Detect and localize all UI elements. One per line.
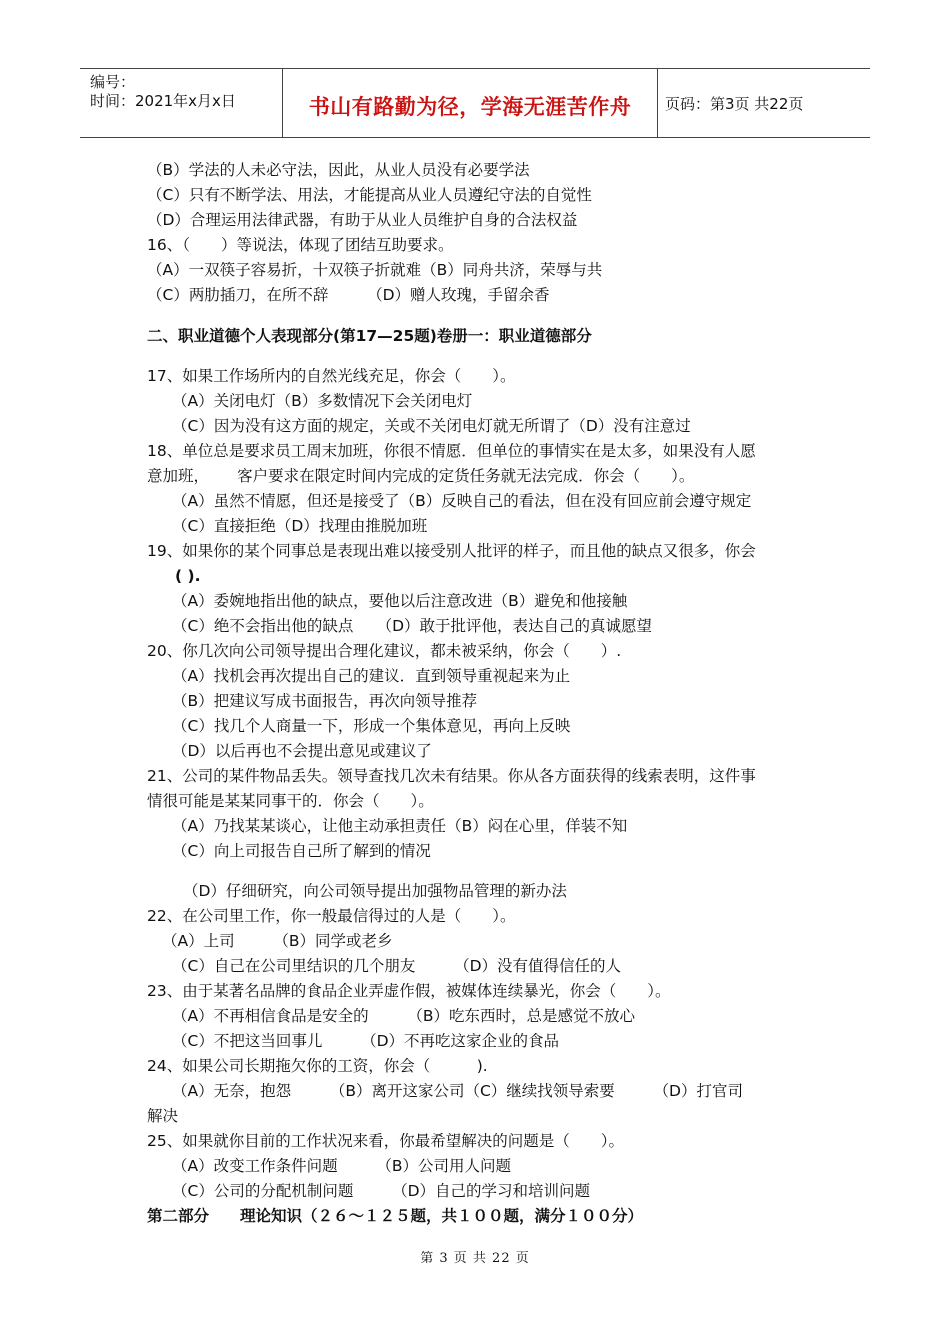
question-24: 24、如果公司长期拖欠你的工资，你会（ ). [147, 1057, 488, 1075]
option-line: （C）两肋插刀，在所不辞 （D）赠人玫瑰，手留余香 [147, 286, 550, 304]
header-page-info: 页码：第3页 共22页 [665, 95, 804, 113]
option-line: （A）上司 （B）同学或老乡 [162, 932, 393, 950]
page-header [80, 68, 870, 138]
part-two-heading: 第二部分 理论知识（２６～１２５题，共１００题，满分１００分） [147, 1207, 644, 1225]
option-line-continued: 解决 [147, 1107, 179, 1125]
option-line: （A）无奈，抱怨 （B）离开这家公司（C）继续找领导索要 （D）打官司 [172, 1082, 743, 1100]
option-line: （B）学法的人未必守法，因此，从业人员没有必要学法 [147, 161, 530, 179]
question-18: 18、单位总是要求员工周末加班，你很不情愿．但单位的事情实在是太多，如果没有人愿 [147, 442, 756, 460]
document-date-label: 时间：2021年x月x日 [90, 92, 236, 110]
header-motto: 书山有路勤为径，学海无涯苦作舟 [308, 95, 632, 119]
option-line: （A）改变工作条件问题 （B）公司用人问题 [172, 1157, 511, 1175]
option-line: （C）绝不会指出他的缺点 （D）敢于批评他，表达自己的真诚愿望 [172, 617, 653, 635]
option-line: （D）仔细研究，向公司领导提出加强物品管理的新办法 [183, 882, 567, 900]
option-line: （C）直接拒绝（D）找理由推脱加班 [172, 517, 428, 535]
question-19-continued: ( ). [175, 567, 201, 585]
question-23: 23、由于某著名品牌的食品企业弄虚作假，被媒体连续暴光，你会（ ）。 [147, 982, 671, 1000]
question-21: 21、公司的某件物品丢失。领导查找几次未有结果。你从各方面获得的线索表明，这件事 [147, 767, 756, 785]
question-17: 17、如果工作场所内的自然光线充足，你会（ ）。 [147, 367, 516, 385]
question-16: 16、（ ）等说法，体现了团结互助要求。 [147, 236, 454, 254]
option-line: （C）因为没有这方面的规定，关或不关闭电灯就无所谓了（D）没有注意过 [172, 417, 691, 435]
section-heading: 二、职业道德个人表现部分(第17—25题)卷册一：职业道德部分 [147, 327, 592, 345]
option-line: （A）委婉地指出他的缺点，要他以后注意改进（B）避免和他接触 [172, 592, 628, 610]
header-page-cell [657, 69, 870, 137]
document-number-label: 编号： [90, 73, 136, 91]
option-line: （A）找机会再次提出自己的建议．直到领导重视起来为止 [172, 667, 571, 685]
header-motto-cell [282, 69, 658, 137]
option-line: （C）找几个人商量一下，形成一个集体意见，再向上反映 [172, 717, 571, 735]
option-line: （C）公司的分配机制问题 （D）自己的学习和培训问题 [172, 1182, 591, 1200]
option-line: （A）不再相信食品是安全的 （B）吃东西时，总是感觉不放心 [172, 1007, 635, 1025]
option-line: （C）自己在公司里结识的几个朋友 （D）没有值得信任的人 [172, 957, 622, 975]
question-19: 19、如果你的某个同事总是表现出难以接受别人批评的样子，而且他的缺点又很多，你会 [147, 542, 756, 560]
option-line: （C）向上司报告自己所了解到的情况 [172, 842, 431, 860]
question-21-continued: 情很可能是某某同事干的．你会（ ）。 [147, 792, 434, 810]
question-20: 20、你几次向公司领导提出合理化建议，都未被采纳，你会（ ）. [147, 642, 622, 660]
question-25: 25、如果就你目前的工作状况来看，你最希望解决的问题是（ ）。 [147, 1132, 624, 1150]
header-meta-cell [80, 69, 282, 137]
option-line: （C）只有不断学法、用法，才能提高从业人员遵纪守法的自觉性 [147, 186, 592, 204]
page-footer: 第 3 页 共 22 页 [420, 1251, 530, 1266]
option-line: （C）不把这当回事儿 （D）不再吃这家企业的食品 [172, 1032, 560, 1050]
question-22: 22、在公司里工作，你一般最信得过的人是（ ）。 [147, 907, 516, 925]
option-line: （A）关闭电灯（B）多数情况下会关闭电灯 [172, 392, 473, 410]
option-line: （A）一双筷子容易折，十双筷子折就难（B）同舟共济，荣辱与共 [147, 261, 603, 279]
option-line: （D）合理运用法律武器，有助于从业人员维护自身的合法权益 [147, 211, 578, 229]
option-line: （A）乃找某某谈心，让他主动承担责任（B）闷在心里，佯装不知 [172, 817, 628, 835]
question-18-continued: 意加班， 客户要求在限定时间内完成的定货任务就无法完成．你会（ ）。 [147, 467, 695, 485]
option-line: （B）把建议写成书面报告，再次向领导推荐 [172, 692, 478, 710]
option-line: （A）虽然不情愿，但还是接受了（B）反映自己的看法，但在没有回应前会遵守规定 [172, 492, 752, 510]
option-line: （D）以后再也不会提出意见或建议了 [172, 742, 432, 760]
